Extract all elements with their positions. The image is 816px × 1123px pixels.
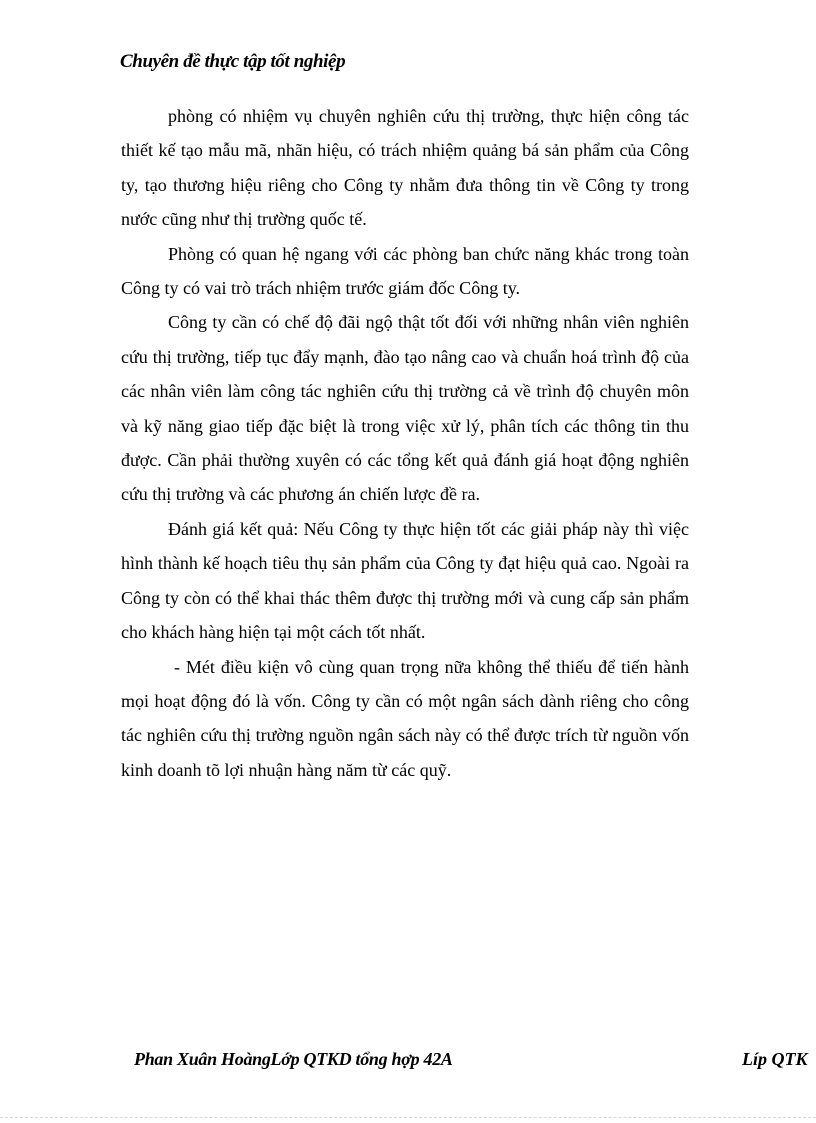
paragraph-1: phòng có nhiệm vụ chuyên nghiên cứu thị trường, thực hiện công tác thiết kế tạo mẫu mã, nhãn hiệu, có trách nhiệm quảng bá sản phẩm của Công ty, tạo thương hiệu riêng cho Công ty nhằm đưa thông tin về Công ty trong nước cũng như thị trường quốc tế. xyxy=(121,106,689,230)
page-bottom-divider xyxy=(0,1117,816,1118)
paragraph-3: Công ty cần có chế độ đãi ngộ thật tốt đối với những nhân viên nghiên cứu thị trường, tiếp tục đẩy mạnh, đào tạo nâng cao và chuẩn hoá trình độ của các nhân viên làm công tác nghiên cứu thị trường cả về trình độ chuyên môn và kỹ năng giao tiếp đặc biệt là trong việc xử lý, phân tích các thông tin thu được. Cần phải thường xuyên có các tổng kết quả đánh giá hoạt động nghiên cứu thị trường và các phương án chiến lược đề ra. xyxy=(121,312,689,505)
paragraph-5: - Mét điều kiện vô cùng quan trọng nữa không thể thiếu để tiến hành mọi hoạt động đó là vốn. Công ty cần có một ngân sách dành riêng cho công tác nghiên cứu thị trường nguồn ngân sách này có thể được trích từ nguồn vốn kinh doanh tõ lợi nhuận hàng năm từ các quỹ. xyxy=(121,656,694,780)
page-header-title: Chuyên đề thực tập tốt nghiệp xyxy=(120,51,346,72)
paragraph-4: Đánh giá kết quả: Nếu Công ty thực hiện tốt các giải pháp này thì việc hình thành kế hoạch tiêu thụ sản phẩm của Công ty đạt hiệu quả cao. Ngoài ra Công ty còn có thể khai thác thêm được thị trường mới và cung cấp sản phẩm cho khách hàng hiện tại một cách tốt nhất. xyxy=(121,518,689,643)
body-text xyxy=(121,99,694,787)
page-footer-author: Phan Xuân HoàngLớp QTKD tổng hợp 42A xyxy=(134,1049,453,1069)
page-footer-class: Líp QTK xyxy=(742,1049,808,1069)
paragraph-2: Phòng có quan hệ ngang với các phòng ban chức năng khác trong toàn Công ty có vai trò trách nhiệm trước giám đốc Công ty. xyxy=(121,243,689,299)
